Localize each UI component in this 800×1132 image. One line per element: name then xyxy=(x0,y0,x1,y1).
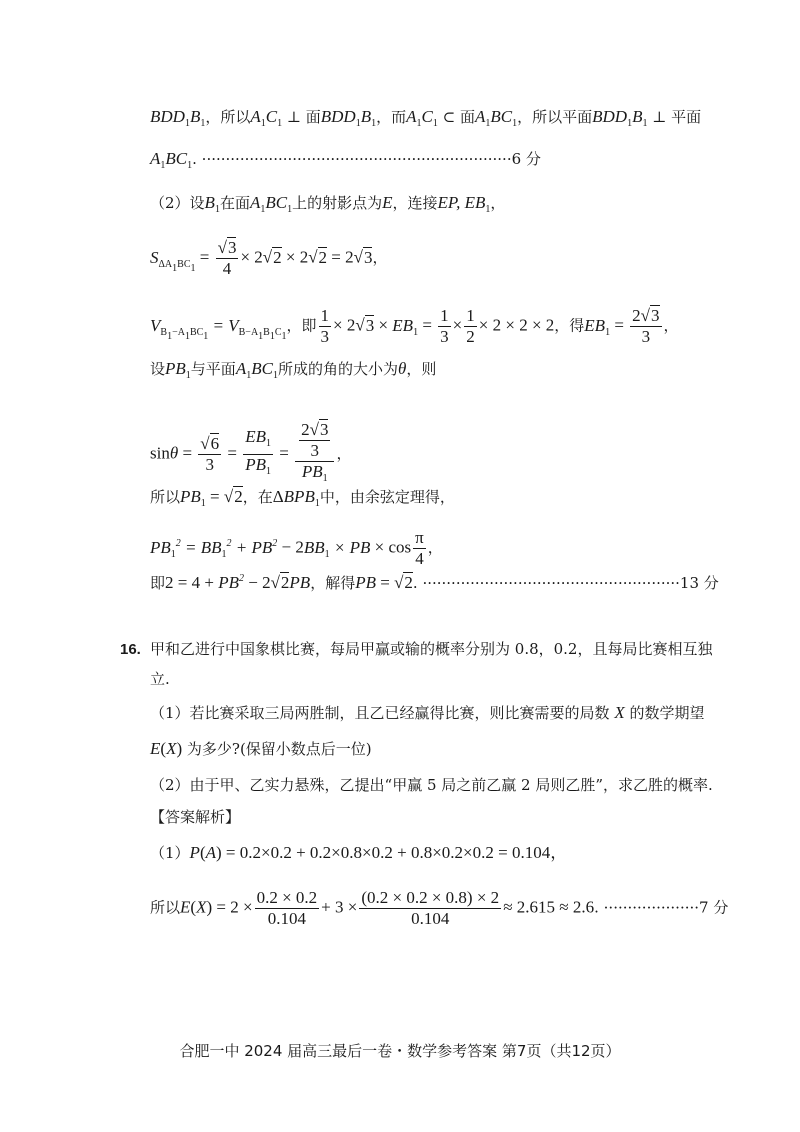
q16-stem-line2: 立. xyxy=(150,670,170,688)
question-number: 16. xyxy=(120,641,141,658)
part2-intro: （2）设$B_1$在面$A_1BC_1$上的射影点为E，连接EP, $EB_1$， xyxy=(150,193,506,215)
answer-header: 【答案解析】 xyxy=(150,808,241,826)
answer-1: （1）P(A) = 0.2×0.2 + 0.2×0.8×0.2 + 0.8×0.2×0.2 = 0.104， xyxy=(150,843,568,862)
area-formula: $S_{\Delta A_1BC_1}$ = $\frac{√3}{4}$ × 2√2 × 2√2 = 2√3， xyxy=(150,238,388,278)
q16-sub1: （1）若比赛采取三局两胜制，且乙已经赢得比赛，则比赛需要的局数 X 的数学期望 xyxy=(150,703,705,722)
proof-line-1: $BDD_1B_1$，所以$A_1C_1$ ⊥ 面$BDD_1B_1$，而$A_1C_1$ ⊂ 面$A_1BC_1$，所以平面$BDD_1B_1$ ⊥ 平面 xyxy=(150,107,702,129)
q16-sub2: （2）由于甲、乙实力悬殊，乙提出“甲赢 5 局之前乙赢 2 局则乙胜”，求乙胜的概率. xyxy=(150,776,713,794)
q16-sub1-cont: E(X) 为多少?(保留小数点后一位) xyxy=(150,739,372,758)
answer-2: 所以E(X) = 2 × $\frac{0.2 \times 0.2}{0.104}$ + 3 × $\frac{(0.2 \times 0.2 \times 0.8) \times 2}{0.104}$ ≈ 2.615 ≈ 2.6. ····················7 分 xyxy=(150,888,729,928)
cosine-law: $PB_1^2 = BB_1^2 + PB^2 - 2BB_1$ × PB × cos $\frac{\pi}{4}$ ， xyxy=(150,528,443,568)
angle-setup: 设$PB_1$与平面$A_1BC_1$所成的角的大小为θ，则 xyxy=(150,359,437,381)
pb1-result: 所以$PB_1 = √2$，在$\Delta BPB_1$中，由余弦定理得， xyxy=(150,487,455,509)
page-footer: 合肥一中 2024 届高三最后一卷・数学参考答案 第7页（共12页） xyxy=(179,1042,621,1060)
sin-formula: sinθ = $\frac{√6}{3}$ = $\frac{EB_1}{PB_1}$ = $\frac{\frac{2√3}{3}}{PB_1}$ ， xyxy=(150,420,352,484)
q16-stem-line1: 甲和乙进行中国象棋比赛，每局甲赢或输的概率分别为 0.8，0.2，且每局比赛相互独 xyxy=(150,640,713,658)
proof-line-2: $A_1BC_1$. ·································································6 分 xyxy=(150,149,541,171)
volume-formula: $V_{B_1-A_1BC_1} = V_{B-A_1B_1C_1}$，即 $\frac{1}{3}$ × $2√3 \times EB_1$ = $\frac{1}{3}$ × $\frac{1}{2}$ × 2 × 2 × 2，得$EB_1$ = $\frac{2√3}{3}$ ， xyxy=(150,306,679,346)
pb-solution: 即$2 = 4 + PB^2 - 2√2PB$，解得PB = √2. ······················································13 分 xyxy=(150,573,719,592)
